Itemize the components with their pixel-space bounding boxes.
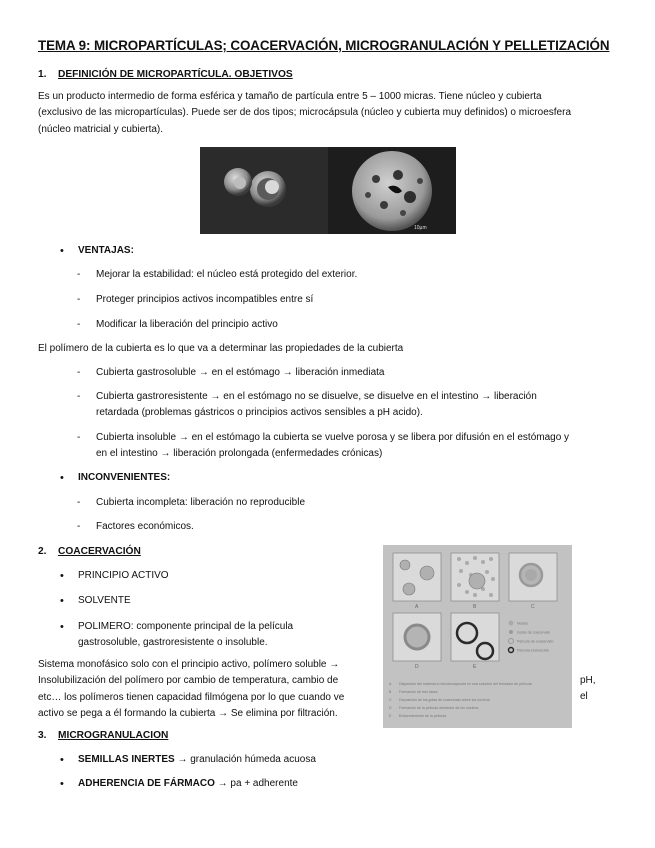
list-item-text: retardada (problemas gástricos o principios activos sensibles a pH acido). bbox=[96, 407, 423, 419]
panel-label: B bbox=[473, 604, 477, 610]
bullet-label: VENTAJAS: bbox=[78, 245, 134, 256]
list-item-text: Cubierta insoluble → en el estómago la cubierta se vuelve porosa y se libera por difusión en el estómago y bbox=[96, 432, 570, 443]
list-item bbox=[77, 317, 278, 333]
text-line: etc… los polímeros tienen capacidad filmógena por lo que cuando ve bbox=[38, 691, 345, 703]
list-item bbox=[77, 495, 306, 511]
list-item-text: Factores económicos. bbox=[96, 521, 194, 532]
definition-paragraph bbox=[38, 89, 618, 138]
list-item bbox=[77, 365, 385, 381]
list-item-text: Cubierta gastroresistente → en el estómago no se disuelve, se disuelve en el intestino → liberación bbox=[96, 391, 537, 402]
section-number: 1. bbox=[38, 69, 47, 80]
caption-letter: C bbox=[389, 698, 392, 702]
list-item bbox=[77, 389, 537, 422]
list-item bbox=[60, 570, 169, 582]
legend-label: Gotas de coacervato bbox=[517, 630, 551, 635]
list-item-text: → pa + adherente bbox=[214, 778, 298, 789]
dash-icon: - bbox=[77, 269, 81, 280]
page-title: TEMA 9: MICROPARTÍCULAS; COACERVACIÓN, MICROGRANULACIÓN Y PELLETIZACIÓN bbox=[38, 38, 610, 53]
section-title: MICROGRANULACION bbox=[58, 730, 169, 741]
panel-label: D bbox=[415, 664, 419, 670]
bullet-icon: • bbox=[60, 595, 64, 607]
section-number: 2. bbox=[38, 546, 47, 557]
panel-label: C bbox=[531, 604, 535, 610]
dash-icon: - bbox=[77, 391, 81, 402]
caption-line: Formación de la película alrededor de los núcleos bbox=[399, 706, 479, 710]
list-item bbox=[60, 754, 316, 766]
list-item bbox=[77, 267, 358, 283]
list-item-text: en el intestino → liberación prolongada (enfermedades crónicas) bbox=[96, 448, 383, 460]
dash-icon: - bbox=[77, 319, 81, 330]
list-item-bold: ADHERENCIA DE FÁRMACO bbox=[78, 778, 215, 789]
caption-letter: A bbox=[389, 682, 392, 686]
dash-icon: - bbox=[77, 432, 81, 443]
text-line: activo se pega a él formando la cubierta → Se elimina por filtración. bbox=[38, 707, 338, 719]
caption-letter: E bbox=[389, 714, 392, 718]
text-line: Sistema monofásico solo con el principio activo, polímero soluble → bbox=[38, 659, 340, 670]
text-line: Es un producto intermedio de forma esférica y tamaño de partícula entre 5 – 1000 micras. Tiene núcleo y cubierta bbox=[38, 91, 542, 102]
bullet-label: INCONVENIENTES: bbox=[78, 472, 171, 483]
legend-label: Película endurecida bbox=[517, 648, 549, 653]
dash-icon: - bbox=[77, 521, 81, 532]
coacervation-paragraph bbox=[38, 657, 344, 722]
paragraph-continuation bbox=[580, 673, 596, 706]
text-line: (núcleo matricial y cubierta). bbox=[38, 123, 164, 135]
section-2-heading bbox=[38, 546, 141, 557]
caption-line: Endurecimiento de la película bbox=[399, 714, 447, 718]
panel-label: A bbox=[415, 604, 419, 610]
list-item-text: gastrosoluble, gastroresistente o insoluble. bbox=[78, 637, 268, 649]
list-item bbox=[77, 292, 314, 308]
dash-icon: - bbox=[77, 294, 81, 305]
legend-label: Película de coacervato bbox=[517, 639, 554, 644]
figure-panel-a bbox=[393, 553, 441, 601]
section-1-heading bbox=[38, 69, 293, 80]
caption-line: Deposición de los gotas de coacervato sobre los núcleos bbox=[399, 698, 490, 702]
list-item-bold: SEMILLAS INERTES bbox=[78, 754, 175, 765]
ventajas-bullet bbox=[60, 245, 134, 257]
list-item-text: Modificar la liberación del principio activo bbox=[96, 319, 278, 330]
list-item bbox=[60, 778, 298, 790]
dash-icon: - bbox=[77, 367, 81, 378]
scale-label: 10µm bbox=[414, 225, 427, 231]
bullet-icon: • bbox=[60, 245, 64, 257]
list-item bbox=[77, 519, 194, 535]
bullet-icon: • bbox=[60, 621, 64, 633]
text-line: el bbox=[580, 691, 588, 703]
section-title: COACERVACIÓN bbox=[58, 546, 141, 557]
section-3-heading bbox=[38, 730, 168, 741]
dash-icon: - bbox=[77, 497, 81, 508]
inconvenientes-bullet bbox=[60, 472, 171, 484]
bullet-icon: • bbox=[60, 472, 64, 484]
caption-line: Formación de tres fases bbox=[399, 690, 438, 694]
caption-letter: D bbox=[389, 706, 392, 710]
bullet-icon: • bbox=[60, 778, 64, 790]
legend-label: Núcleo bbox=[517, 621, 529, 626]
text-line: (exclusivo de las micropartículas). Puede ser de dos tipos; microcápsula (núcleo y cubierta muy definidos) o microesfera bbox=[38, 107, 572, 119]
list-item-text: Cubierta gastrosoluble → en el estómago → liberación inmediata bbox=[96, 367, 385, 378]
section-number: 3. bbox=[38, 730, 47, 741]
list-item-text: → granulación húmeda acuosa bbox=[174, 754, 316, 765]
list-item bbox=[60, 619, 294, 652]
list-item bbox=[60, 595, 131, 607]
list-item-text: Cubierta incompleta: liberación no reproducible bbox=[96, 497, 306, 508]
panel-label: E bbox=[473, 664, 477, 670]
caption-letter: B bbox=[389, 690, 392, 694]
bullet-icon: • bbox=[60, 754, 64, 766]
caption-line: Dispersión del material a microencapsular en una solución del formador de película bbox=[399, 682, 532, 686]
list-item-text: Mejorar la estabilidad: el núcleo está protegido del exterior. bbox=[96, 269, 358, 280]
polymer-paragraph: El polímero de la cubierta es lo que va a determinar las propiedades de la cubierta bbox=[38, 343, 404, 354]
list-item-text: SOLVENTE bbox=[78, 595, 131, 606]
text-line: pH, bbox=[580, 675, 596, 686]
coacervation-figure bbox=[383, 545, 572, 728]
bullet-icon: • bbox=[60, 570, 64, 582]
list-item bbox=[77, 430, 570, 463]
section-title: DEFINICIÓN DE MICROPARTÍCULA. OBJETIVOS bbox=[58, 69, 293, 80]
list-item-text: POLIMERO: componente principal de la película bbox=[78, 621, 294, 632]
list-item-text: PRINCIPIO ACTIVO bbox=[78, 570, 169, 581]
text-line: Insolubilización del polímero por cambio de temperatura, cambio de bbox=[38, 675, 339, 687]
micrograph-image bbox=[200, 147, 456, 234]
list-item-text: Proteger principios activos incompatibles entre sí bbox=[96, 294, 314, 305]
